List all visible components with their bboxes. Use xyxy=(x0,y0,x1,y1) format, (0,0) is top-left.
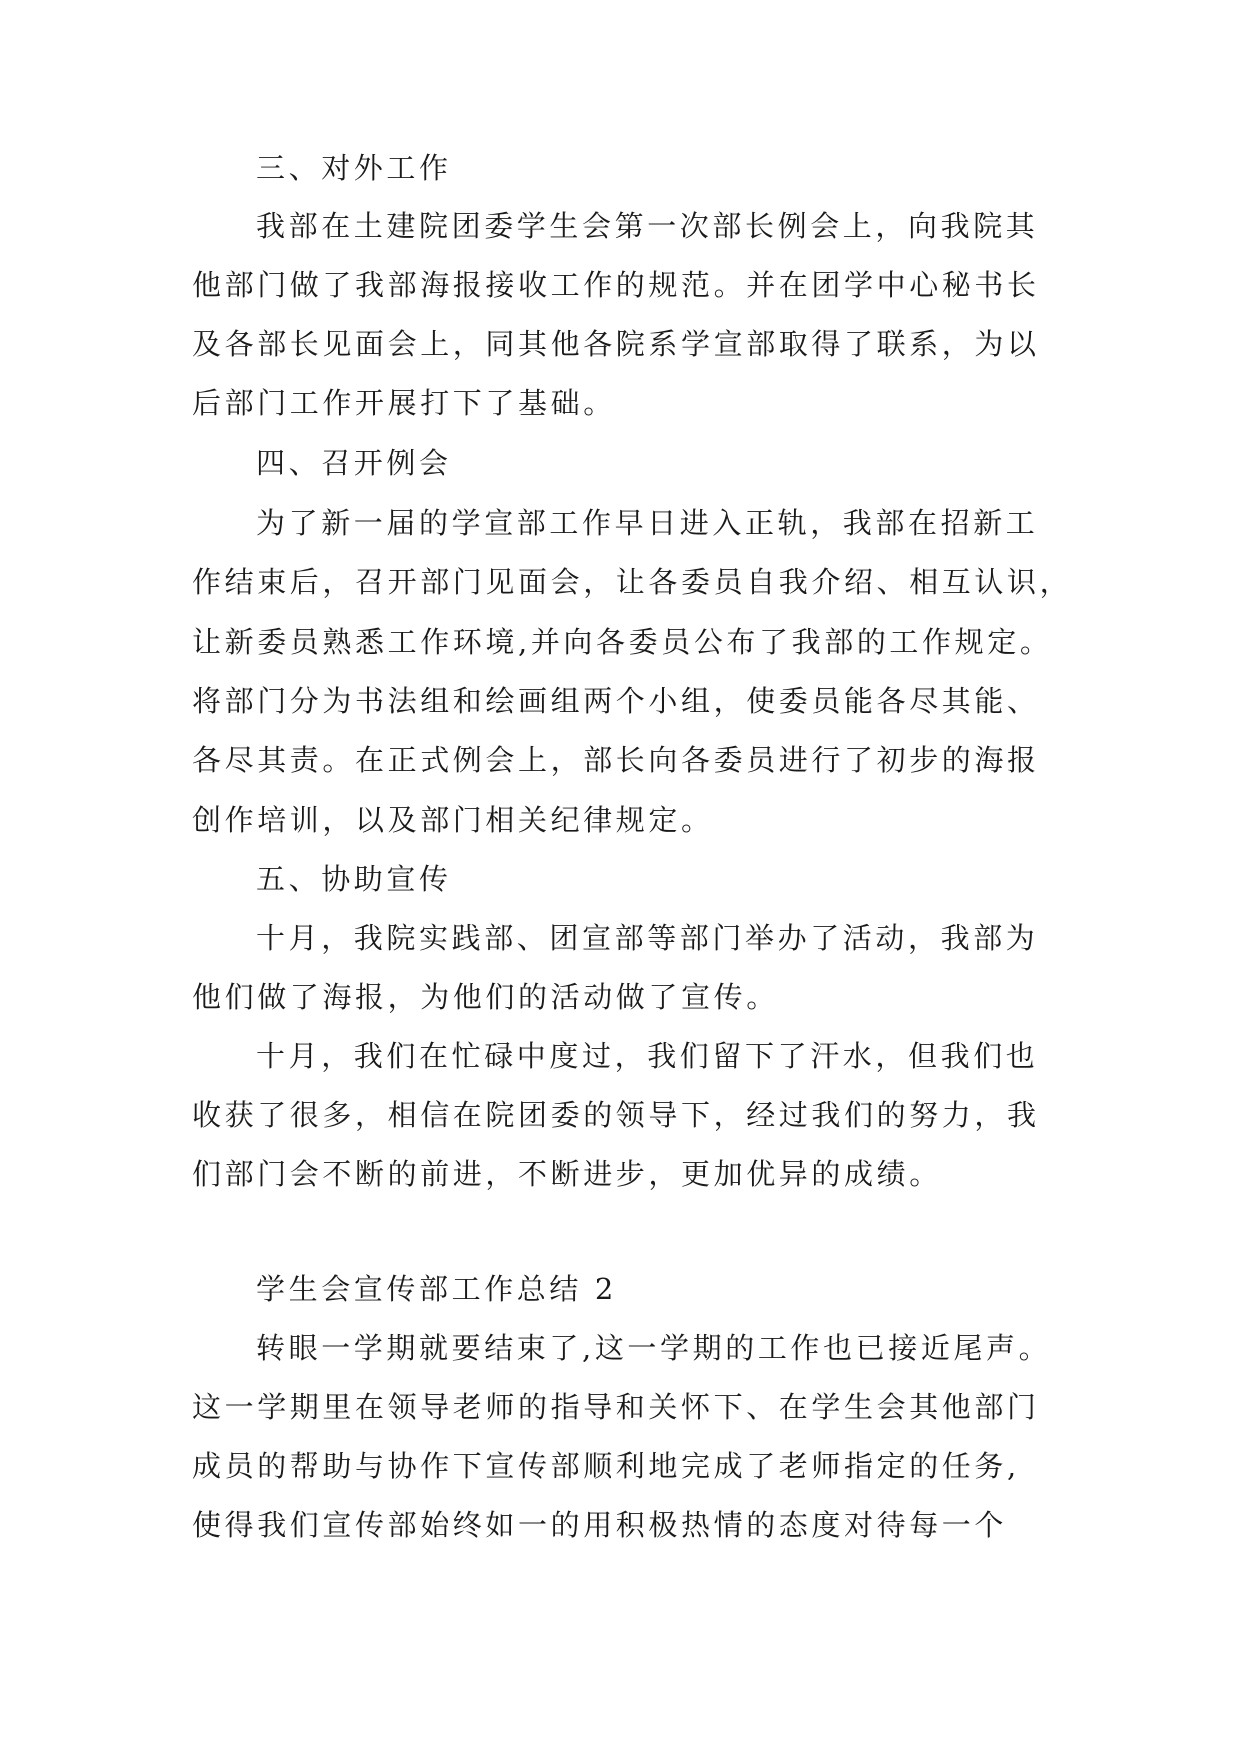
section3-para-line-1: 我部在土建院团委学生会第一次部长例会上，向我院其 xyxy=(256,209,1039,243)
section5-para2-line-3: 们部门会不断的前进，不断进步，更加优异的成绩。 xyxy=(192,1157,942,1191)
section3-para-line-4: 后部门工作开展打下了基础。 xyxy=(192,386,616,420)
section4-heading: 四、召开例会 xyxy=(256,446,452,480)
section3-para-line-3: 及各部长见面会上，同其他各院系学宣部取得了联系，为以 xyxy=(192,327,1040,361)
section5-para2-line-2: 收获了很多，相信在院团委的领导下，经过我们的努力，我 xyxy=(192,1098,1040,1132)
section4-para-line-3: 让新委员熟悉工作环境,并向各委员公布了我部的工作规定。 xyxy=(192,625,1053,659)
section4-para-line-5: 各尽其责。在正式例会上，部长向各委员进行了初步的海报 xyxy=(192,743,1040,777)
section5-heading: 五、协助宣传 xyxy=(256,862,452,896)
section3-para-line-2: 他部门做了我部海报接收工作的规范。并在团学中心秘书长 xyxy=(192,268,1040,302)
section4-para-line-6: 创作培训，以及部门相关纪律规定。 xyxy=(192,803,714,837)
summary2-title: 学生会宣传部工作总结 2 xyxy=(256,1272,617,1306)
summary2-para-line-2: 这一学期里在领导老师的指导和关怀下、在学生会其他部门 xyxy=(192,1390,1040,1424)
section4-para-line-1: 为了新一届的学宣部工作早日进入正轨，我部在招新工 xyxy=(256,506,1039,540)
summary2-para-line-3: 成员的帮助与协作下宣传部顺利地完成了老师指定的任务, xyxy=(192,1449,1020,1483)
section4-para-line-2: 作结束后，召开部门见面会，让各委员自我介绍、相互认识， xyxy=(192,565,1073,599)
summary2-para-line-4: 使得我们宣传部始终如一的用积极热情的态度对待每一个 xyxy=(192,1508,1008,1542)
section5-para1-line-2: 他们做了海报，为他们的活动做了宣传。 xyxy=(192,980,779,1014)
section5-para2-line-1: 十月，我们在忙碌中度过，我们留下了汗水，但我们也 xyxy=(256,1039,1039,1073)
section5-para1-line-1: 十月，我院实践部、团宣部等部门举办了活动，我部为 xyxy=(256,921,1039,955)
section3-heading: 三、对外工作 xyxy=(256,151,452,185)
summary2-para-line-1: 转眼一学期就要结束了,这一学期的工作也已接近尾声。 xyxy=(256,1331,1052,1365)
section4-para-line-4: 将部门分为书法组和绘画组两个小组，使委员能各尽其能、 xyxy=(192,684,1040,718)
